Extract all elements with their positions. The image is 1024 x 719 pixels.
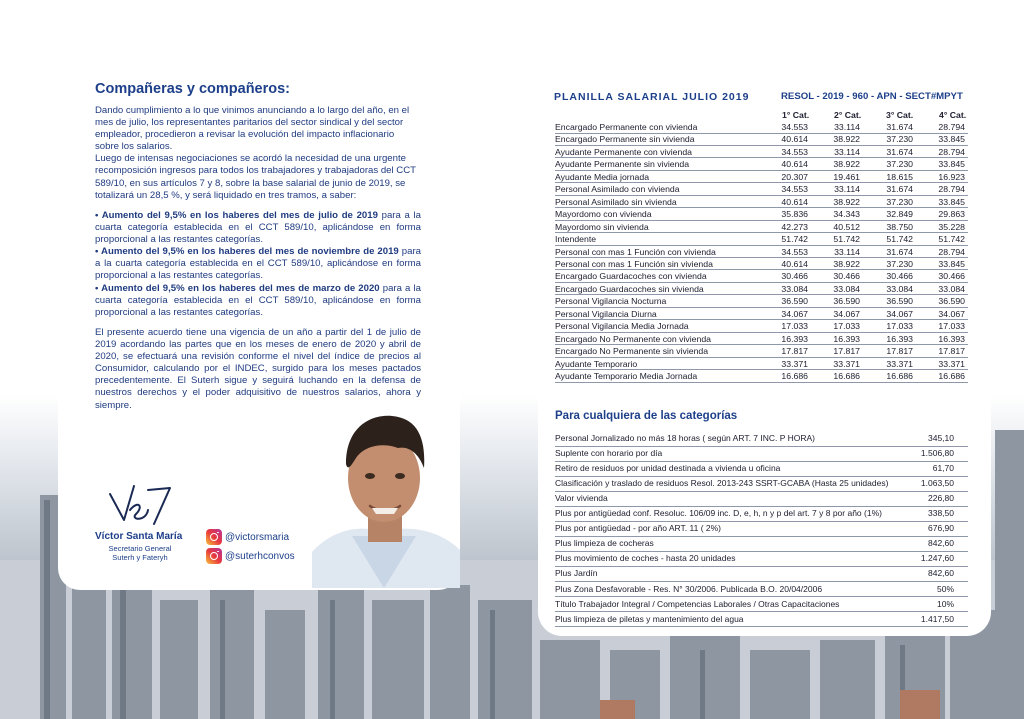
salary-cell: 51.742 <box>833 234 860 245</box>
salary-cell: 40.614 <box>781 196 808 207</box>
salary-cell: 40.614 <box>781 134 808 145</box>
salary-cell: 37.230 <box>886 258 913 269</box>
salary-cell: 17.817 <box>781 346 808 357</box>
salary-cell: 16.923 <box>938 171 965 182</box>
salary-cell: 33.114 <box>834 146 860 157</box>
extras-row <box>555 521 968 537</box>
salary-row-label: Personal Asimilado con vivienda <box>555 184 680 195</box>
signer-org: Suterh y Fateryh <box>112 553 168 562</box>
signer-role: Secretario General <box>108 544 172 553</box>
intro-line: recomposición ingresos para todos los trabajadores y trabajadoras del CCT <box>95 165 417 177</box>
salary-cell: 33.371 <box>886 358 913 369</box>
salary-row <box>555 345 968 358</box>
salary-row-label: Encargado Permanente sin vivienda <box>555 134 695 145</box>
salary-cell: 34.343 <box>833 209 860 220</box>
salary-row <box>555 370 968 383</box>
salary-cell: 17.033 <box>833 321 860 332</box>
salary-cell: 17.033 <box>938 321 965 332</box>
extras-row-label: Plus movimiento de coches - hasta 20 unidades <box>555 553 736 564</box>
extras-row-value: 61,70 <box>932 463 954 474</box>
salary-row-label: Encargado Guardacoches con vivienda <box>555 271 707 282</box>
tramo-item: • Aumento del 9,5% en los haberes del mes de julio de 2019 para a la cuarta categoría establecida en el CCT 589/10, aplicándose en forma proporcional a las restantes categorías. <box>95 210 421 246</box>
salary-cell: 33.845 <box>938 159 965 170</box>
extras-row <box>555 446 968 462</box>
salary-cell: 38.922 <box>833 159 860 170</box>
extras-row <box>555 582 968 598</box>
salary-cell: 16.686 <box>886 371 913 381</box>
extras-row <box>555 506 968 522</box>
tramos-list <box>95 210 421 319</box>
salary-cell: 34.553 <box>781 246 808 257</box>
extras-row-value: 226,80 <box>928 493 954 504</box>
intro-line: 589/10, en sus artículos 7 y 8, sobre la base salarial de junio de 2019, se <box>95 177 406 189</box>
extras-row-value: 842,60 <box>928 568 954 579</box>
intro-line: sobre los salarios. <box>95 141 173 153</box>
extras-row-value: 338,50 <box>928 508 954 519</box>
salary-cell: 36.590 <box>833 296 860 307</box>
extras-row <box>555 461 968 477</box>
salary-cell: 31.674 <box>886 246 913 257</box>
salary-cell: 19.461 <box>833 171 860 182</box>
letter-heading: Compañeras y compañeros: <box>95 81 291 97</box>
salary-cell: 16.393 <box>833 333 860 344</box>
salary-cell: 30.466 <box>781 271 808 282</box>
extras-row-label: Suplente con horario por día <box>555 448 663 459</box>
tramo-item: • Aumento del 9,5% en los haberes del mes de marzo de 2020 para a la cuarta categoría establecida en el CCT 589/10, aplicándose en forma proporcional a las restantes categorías. <box>95 282 421 318</box>
salary-cell: 29.863 <box>938 209 965 220</box>
salary-cell: 18.615 <box>886 171 913 182</box>
extras-row-label: Retiro de residuos por unidad destinada a vivienda u oficina <box>555 463 781 474</box>
extras-row-value: 1.063,50 <box>920 478 954 489</box>
salary-row <box>555 158 968 171</box>
salary-cell: 30.466 <box>833 271 860 282</box>
signature-mark <box>104 480 176 530</box>
salary-table-title: PLANILLA SALARIAL JULIO 2019 <box>554 91 750 103</box>
salary-cell: 36.590 <box>781 296 808 307</box>
signer-name: Víctor Santa María <box>95 531 183 542</box>
social-handle-text: @suterhconvos <box>225 550 295 562</box>
salary-cell: 37.230 <box>886 159 913 170</box>
extras-row-label: Plus por antigüedad - por año ART. 11 ( 2%) <box>555 523 722 534</box>
salary-cell: 17.033 <box>886 321 913 332</box>
salary-cell: 20.307 <box>781 171 808 182</box>
salary-row-label: Ayudante Permanente con vivienda <box>555 146 693 157</box>
salary-row <box>555 258 968 271</box>
salary-cell: 34.553 <box>781 122 808 132</box>
extras-row-label: Clasificación y traslado de residuos Resol. 2013-243 SSRT-GCABA (Hasta 25 unidades) <box>555 478 889 489</box>
social-handle-2[interactable] <box>206 548 295 564</box>
salary-row <box>555 171 968 184</box>
salary-cell: 51.742 <box>886 234 913 245</box>
salary-cell: 38.922 <box>833 258 860 269</box>
salary-cell: 35.228 <box>938 221 965 232</box>
extras-row-label: Título Trabajador Integral / Competencias Laborales / Otras Capacitaciones <box>555 598 840 609</box>
salary-row <box>555 121 968 134</box>
extras-row <box>555 566 968 582</box>
salary-cell: 33.845 <box>938 134 965 145</box>
salary-row <box>555 270 968 283</box>
salary-cell: 36.590 <box>938 296 965 307</box>
salary-cell: 33.371 <box>938 358 965 369</box>
salary-cell: 34.067 <box>833 308 860 319</box>
salary-cell: 33.114 <box>834 246 860 257</box>
salary-row <box>555 146 968 159</box>
salary-cell: 33.371 <box>781 358 808 369</box>
instagram-icon <box>206 529 222 545</box>
extras-row <box>555 431 968 447</box>
extras-row <box>555 612 968 628</box>
salary-row-label: Mayordomo con vivienda <box>555 209 652 220</box>
salary-cell: 38.922 <box>833 196 860 207</box>
salary-cell: 33.114 <box>834 184 860 195</box>
extras-row <box>555 551 968 567</box>
salary-row <box>555 283 968 296</box>
salary-cell: 33.114 <box>834 122 860 132</box>
salary-row-label: Personal Vigilancia Media Jornada <box>555 321 689 332</box>
intro-line: mes de julio, los representantes paritarios del sector sindical y del sector <box>95 117 404 129</box>
salary-row-label: Intendente <box>555 234 597 245</box>
salary-cell: 33.084 <box>886 283 913 294</box>
salary-cell: 28.794 <box>938 246 965 257</box>
salary-cell: 32.849 <box>886 209 913 220</box>
extras-row-value: 676,90 <box>928 523 954 534</box>
salary-row-label: Ayudante Temporario <box>555 358 638 369</box>
salary-cell: 33.084 <box>781 283 808 294</box>
salary-row-label: Personal Asimilado sin vivienda <box>555 196 677 207</box>
salary-cell: 17.817 <box>833 346 860 357</box>
salary-cell: 51.742 <box>781 234 808 245</box>
salary-cell: 16.686 <box>938 371 965 381</box>
salary-row <box>555 133 968 146</box>
social-handle-1[interactable] <box>206 529 289 545</box>
salary-cell: 28.794 <box>938 184 965 195</box>
salary-cell: 37.230 <box>886 134 913 145</box>
instagram-icon <box>206 548 222 564</box>
salary-row-label: Encargado No Permanente con vivienda <box>555 333 711 344</box>
salary-cell: 34.067 <box>938 308 965 319</box>
salary-row <box>555 196 968 209</box>
extras-row-label: Plus limpieza de piletas y mantenimiento del agua <box>555 613 744 624</box>
salary-row-label: Encargado Permanente con vivienda <box>555 122 698 132</box>
salary-row <box>555 333 968 346</box>
salary-cell: 40.614 <box>781 258 808 269</box>
salary-row <box>555 308 968 321</box>
salary-cell: 31.674 <box>886 146 913 157</box>
salary-cell: 16.686 <box>833 371 860 381</box>
salary-cell: 17.033 <box>781 321 808 332</box>
intro-line: totalizará un 28,5 %, y será liquidado en tres tramos, a saber: <box>95 189 357 201</box>
salary-cell: 33.845 <box>938 258 965 269</box>
salary-cell: 30.466 <box>886 271 913 282</box>
portrait-photo <box>312 412 460 588</box>
salary-cell: 40.512 <box>833 221 860 232</box>
salary-cell: 34.553 <box>781 146 808 157</box>
salary-row-label: Encargado Guardacoches sin vivienda <box>555 283 704 294</box>
salary-cell: 17.817 <box>938 346 965 357</box>
salary-cell: 36.590 <box>886 296 913 307</box>
intro-line: empleador, procedieron a revisar la evolución del impacto inflacionario <box>95 129 395 141</box>
salary-row-label: Ayudante Temporario Media Jornada <box>555 371 698 381</box>
column-header: 4° Cat. <box>939 110 967 120</box>
salary-row-label: Personal con mas 1 Función con vivienda <box>555 246 716 257</box>
extras-row-value: 10% <box>936 598 954 609</box>
salary-row-label: Encargado No Permanente sin vivienda <box>555 346 709 357</box>
extras-row-value: 50% <box>936 583 954 594</box>
salary-cell: 33.084 <box>938 283 965 294</box>
column-header: 3° Cat. <box>886 110 914 120</box>
salary-cell: 30.466 <box>938 271 965 282</box>
extras-row-label: Plus limpieza de cocheras <box>555 538 654 549</box>
salary-cell: 40.614 <box>781 159 808 170</box>
extras-row-label: Plus por antigüedad conf. Resoluc. 106/09 inc. D, e, h, n y p del art. 7 y 8 por año (1%) <box>555 508 882 519</box>
extras-row-label: Plus Jardín <box>555 568 598 579</box>
extras-row-label: Personal Jornalizado no más 18 horas ( según ART. 7 INC. P HORA) <box>555 433 816 443</box>
salary-cell: 16.393 <box>938 333 965 344</box>
salary-cell: 34.067 <box>781 308 808 319</box>
salary-cell: 16.393 <box>781 333 808 344</box>
salary-row-label: Personal Vigilancia Nocturna <box>555 296 667 307</box>
extras-row-label: Plus Zona Desfavorable - Res. N° 30/2006. Publicada B.O. 20/04/2006 <box>555 583 823 594</box>
extras-row <box>555 491 968 507</box>
salary-cell: 16.393 <box>886 333 913 344</box>
salary-row <box>555 208 968 221</box>
salary-row-label: Ayudante Media jornada <box>555 171 650 182</box>
salary-row-label: Personal con mas 1 Función sin vivienda <box>555 258 713 269</box>
salary-cell: 34.553 <box>781 184 808 195</box>
extras-row-value: 345,10 <box>928 433 954 443</box>
extras-row-value: 842,60 <box>928 538 954 549</box>
salary-cell: 37.230 <box>886 196 913 207</box>
salary-cell: 35.836 <box>781 209 808 220</box>
extras-row <box>555 536 968 552</box>
salary-cell: 31.674 <box>886 122 913 132</box>
salary-row <box>555 320 968 333</box>
intro-paragraph <box>95 105 421 202</box>
column-header: 2° Cat. <box>834 110 862 120</box>
salary-cell: 31.674 <box>886 184 913 195</box>
extras-row-label: Valor vivienda <box>555 493 608 504</box>
extras-row-value: 1.247,60 <box>920 553 954 564</box>
salary-cell: 51.742 <box>938 234 965 245</box>
extras-row <box>555 597 968 613</box>
intro-line: Dando cumplimiento a lo que vinimos anunciando a lo largo del año, en el <box>95 105 410 116</box>
salary-cell: 34.067 <box>886 308 913 319</box>
salary-cell: 16.686 <box>781 371 808 381</box>
extras-row <box>555 476 968 492</box>
salary-cell: 33.084 <box>833 283 860 294</box>
salary-cell: 33.845 <box>938 196 965 207</box>
salary-row <box>555 358 968 371</box>
extras-row-value: 1.417,50 <box>920 613 954 624</box>
extras-title: Para cualquiera de las categorías <box>555 410 738 422</box>
tramo-item: • Aumento del 9,5% en los haberes del mes de noviembre de 2019 para a la cuarta categoría establecida en el CCT 589/10, aplicándose en forma proporcional a las restantes categorías. <box>95 246 421 282</box>
salary-row <box>555 246 968 259</box>
salary-cell: 17.817 <box>886 346 913 357</box>
closing-paragraph: El presente acuerdo tiene una vigencia de un año a partir del 1 de julio de 2019 acordando las partes que en los meses de enero de 2020 y abril de 2020, se efectuará una revisión conforme el nivel del índice de precios al Consumidor, calculando por el INDEC, surgido para los meses pactados precedentemente. El Suterh sigue y seguirá luchando en la defensa de nuestros derechos y el poder adquisitivo de nuestros salarios, ahora y siempre. <box>95 327 421 411</box>
social-handle-text: @victorsmaria <box>225 531 290 543</box>
salary-cell: 42.273 <box>781 221 808 232</box>
salary-row <box>555 183 968 196</box>
salary-row <box>555 221 968 234</box>
salary-cell: 28.794 <box>938 146 965 157</box>
salary-row-label: Personal Vigilancia Diurna <box>555 308 657 319</box>
salary-row <box>555 233 968 246</box>
intro-line: Luego de intensas negociaciones se acordó la necesidad de una urgente <box>95 153 406 165</box>
salary-cell: 33.371 <box>833 358 860 369</box>
resolution-code: RESOL - 2019 - 960 - APN - SECT#MPYT <box>781 91 963 102</box>
column-header: 1° Cat. <box>782 110 810 120</box>
extras-row-value: 1.506,80 <box>920 448 954 459</box>
salary-row-label: Mayordomo sin vivienda <box>555 221 649 232</box>
salary-row <box>555 295 968 308</box>
salary-cell: 38.922 <box>833 134 860 145</box>
salary-row-label: Ayudante Permanente sin vivienda <box>555 159 690 170</box>
salary-cell: 28.794 <box>938 122 965 132</box>
salary-cell: 38.750 <box>886 221 913 232</box>
